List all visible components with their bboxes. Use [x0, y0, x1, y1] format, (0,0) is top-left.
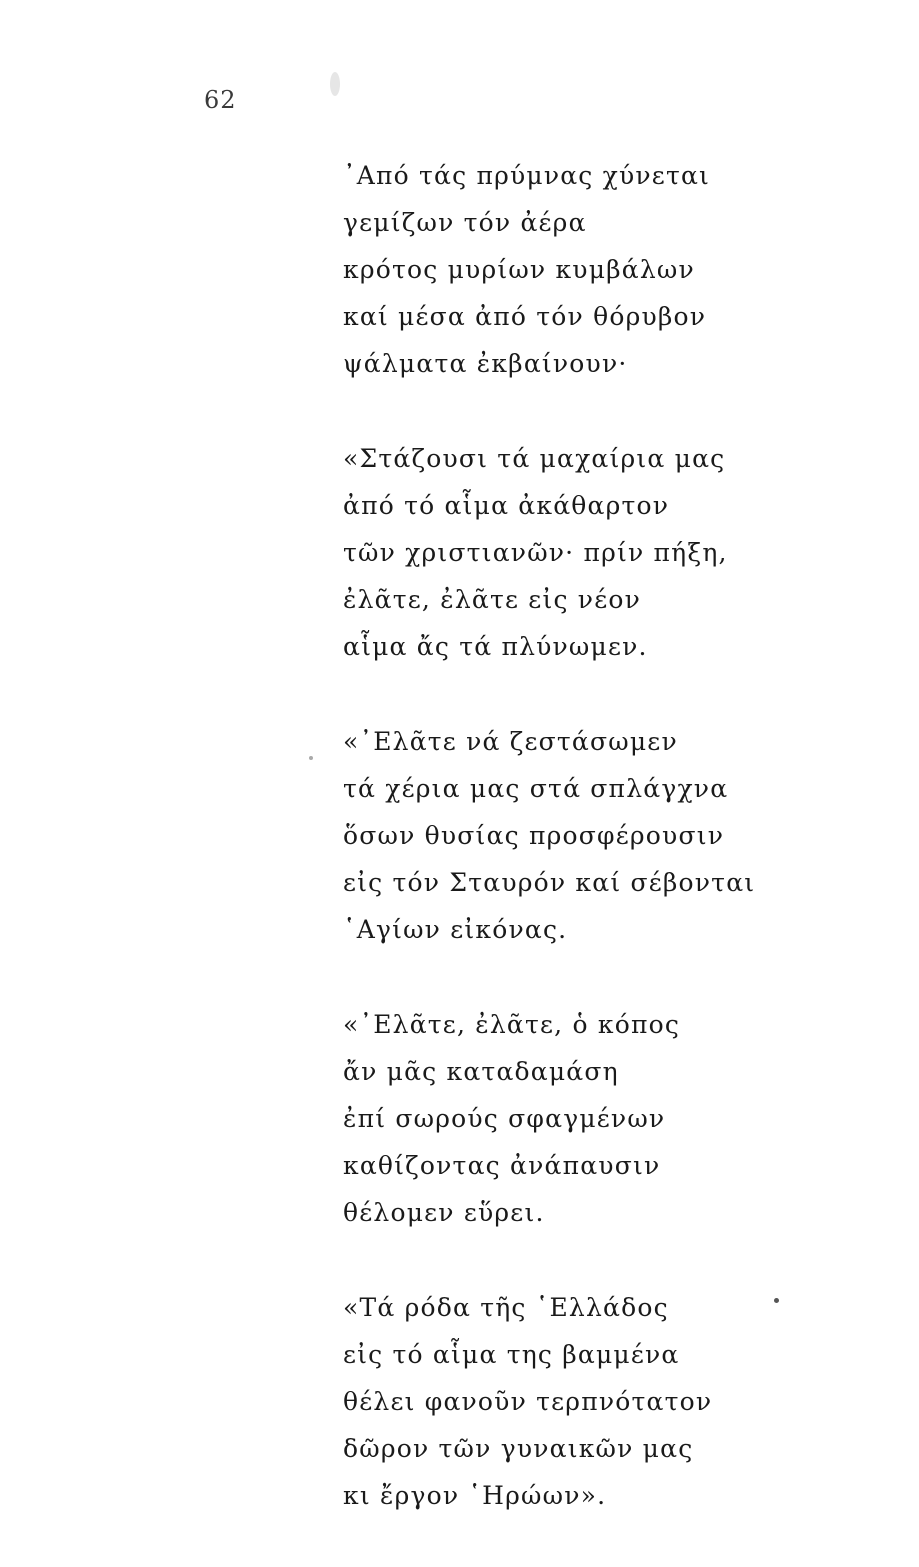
poem-line: «Τά ρόδα τῆς ῾Ελλάδος	[343, 1293, 669, 1322]
stanza-1	[343, 152, 903, 387]
paper-speck	[309, 756, 313, 760]
poem-line: καί μέσα ἀπό τόν θόρυβον	[343, 302, 707, 331]
poem-line: τῶν χριστιανῶν· πρίν πήξη,	[343, 538, 728, 567]
poem-line: ῾Αγίων εἰκόνας.	[343, 915, 568, 944]
poem-line: ψάλματα ἐκβαίνουν·	[343, 349, 628, 378]
page-number: 62	[204, 86, 237, 114]
poem-line: ἀπό τό αἷμα ἀκάθαρτον	[343, 491, 670, 520]
poem-line: εἰς τό αἷμα της βαμμένα	[343, 1340, 680, 1369]
stanza-4	[343, 1001, 903, 1236]
paper-stain	[330, 72, 340, 96]
poem-line: ᾿Από τάς πρύμνας χύνεται	[343, 161, 711, 190]
stanza-5	[343, 1284, 903, 1519]
poem-line: καθίζοντας ἀνάπαυσιν	[343, 1151, 661, 1180]
stanza-3	[343, 718, 903, 953]
poem-line: γεμίζων τόν ἀέρα	[343, 208, 587, 237]
stanza-2	[343, 435, 903, 670]
poem-line: ὅσων θυσίας προσφέρουσιν	[343, 821, 725, 850]
poem-line: δῶρον τῶν γυναικῶν μας	[343, 1434, 694, 1463]
poem-line: ἄν μᾶς καταδαμάση	[343, 1057, 619, 1086]
poem-line: «Στάζουσι τά μαχαίρια μας	[343, 444, 726, 473]
poem-line: κι ἔργον ῾Ηρώων».	[343, 1481, 607, 1510]
poem-line: αἷμα ἄς τά πλύνωμεν.	[343, 632, 648, 661]
poem-line: «᾿Ελᾶτε νά ζεστάσωμεν	[343, 727, 678, 756]
poem-line: θέλει φανοῦν τερπνότατον	[343, 1387, 713, 1416]
poem-line: ἐπί σωρούς σφαγμένων	[343, 1104, 666, 1133]
poem-line: ἐλᾶτε, ἐλᾶτε εἰς νέον	[343, 585, 641, 614]
poem-line: κρότος μυρίων κυμβάλων	[343, 255, 695, 284]
poem-line: εἰς τόν Σταυρόν καί σέβονται	[343, 868, 756, 897]
poem-line: θέλομεν εὕρει.	[343, 1198, 545, 1227]
poem	[343, 152, 903, 1567]
poem-line: τά χέρια μας στά σπλάγχνα	[343, 774, 729, 803]
poem-line: «᾿Ελᾶτε, ἐλᾶτε, ὁ κόπος	[343, 1010, 681, 1039]
